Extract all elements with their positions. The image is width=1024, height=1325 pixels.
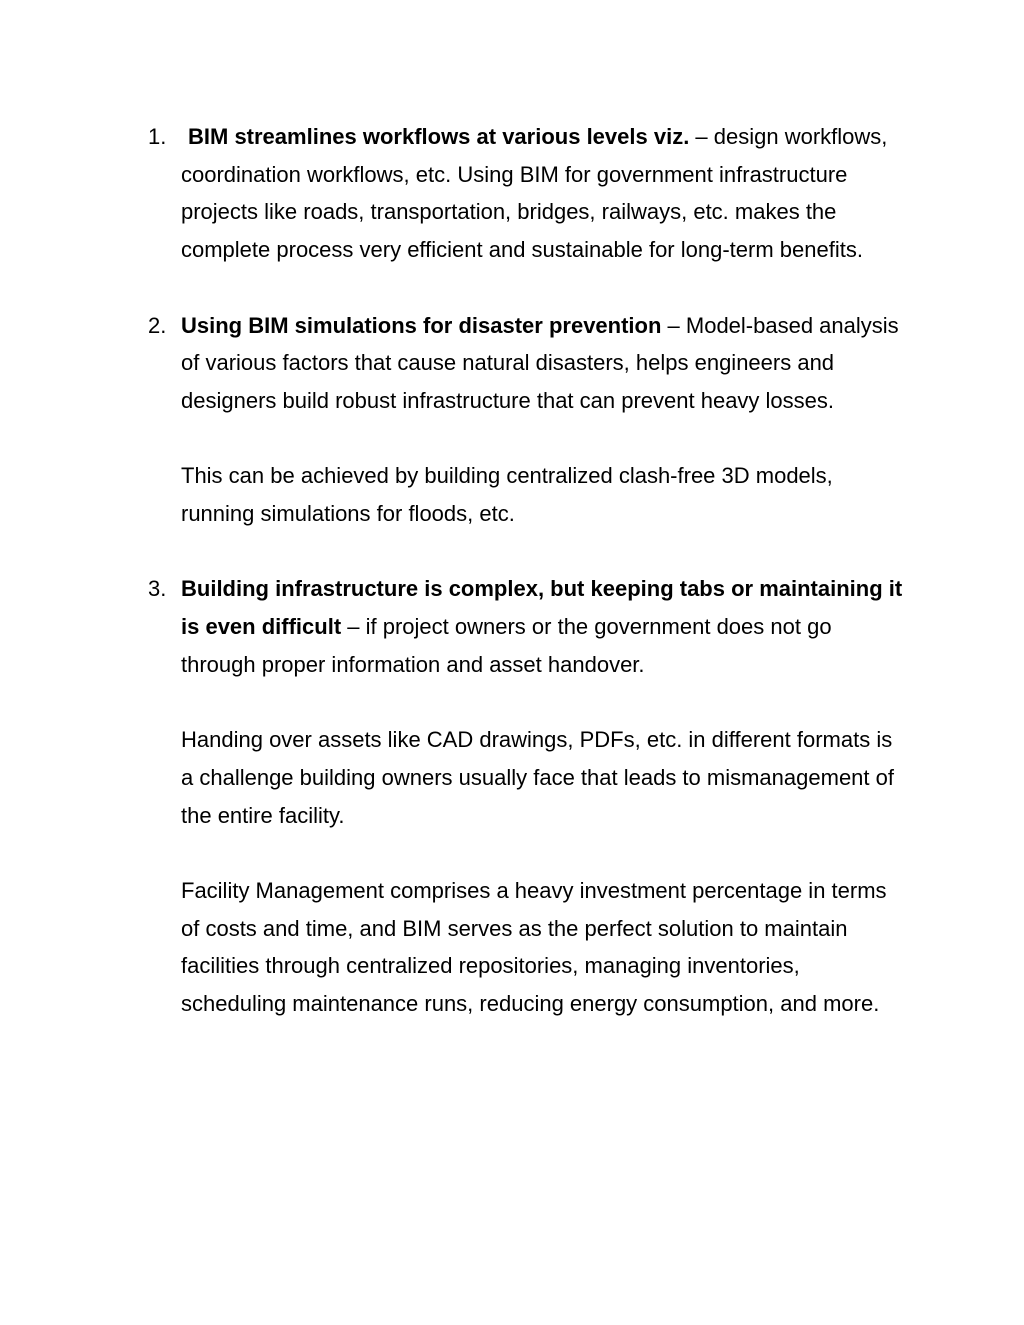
- list-item-paragraph: [181, 118, 908, 269]
- list-item-heading: Building infrastructure is complex, but keeping tabs or maintaining it is even difficult: [181, 576, 903, 640]
- list-item-number: 2.: [148, 312, 167, 338]
- list-item: [148, 570, 908, 1022]
- list-item-text: – Model-based analysis of various factors that cause natural disasters, helps engineers and designers build robust infrastructure that can prevent heavy losses.: [181, 312, 899, 413]
- list-item-text: – design workflows, coordination workflows, etc. Using BIM for government infrastructure projects like roads, transportation, bridges, railways, etc. makes the complete process very efficient and sustainable for long-term benefits.: [181, 124, 888, 263]
- list-item-extra-paragraph: Facility Management comprises a heavy investment percentage in terms of costs and time, and BIM serves as the perfect solution to maintain facilities through centralized repositories, managing inventories, scheduling maintenance runs, reducing energy consumption, and more.: [181, 877, 887, 1017]
- list-item: [148, 118, 908, 269]
- list-item-number: 3.: [148, 576, 167, 602]
- list-item-heading: BIM streamlines workflows at various levels viz.: [188, 124, 690, 149]
- list-item-paragraph: [181, 570, 908, 683]
- list-item-number: 1.: [148, 124, 167, 149]
- list-item-text: – if project owners or the government does not go through proper information and asset handover.: [181, 614, 832, 677]
- list-item: [148, 307, 908, 533]
- list-item-extra-paragraph: This can be achieved by building centralized clash-free 3D models, running simulations for floods, etc.: [181, 463, 833, 526]
- list-item-heading: Using BIM simulations for disaster prevention: [181, 312, 662, 338]
- list-item-paragraph: [181, 307, 908, 420]
- numbered-list: [148, 118, 908, 1060]
- list-item-extra-paragraph: Handing over assets like CAD drawings, PDFs, etc. in different formats is a challenge building owners usually face that leads to mismanagement of the entire facility.: [181, 727, 894, 828]
